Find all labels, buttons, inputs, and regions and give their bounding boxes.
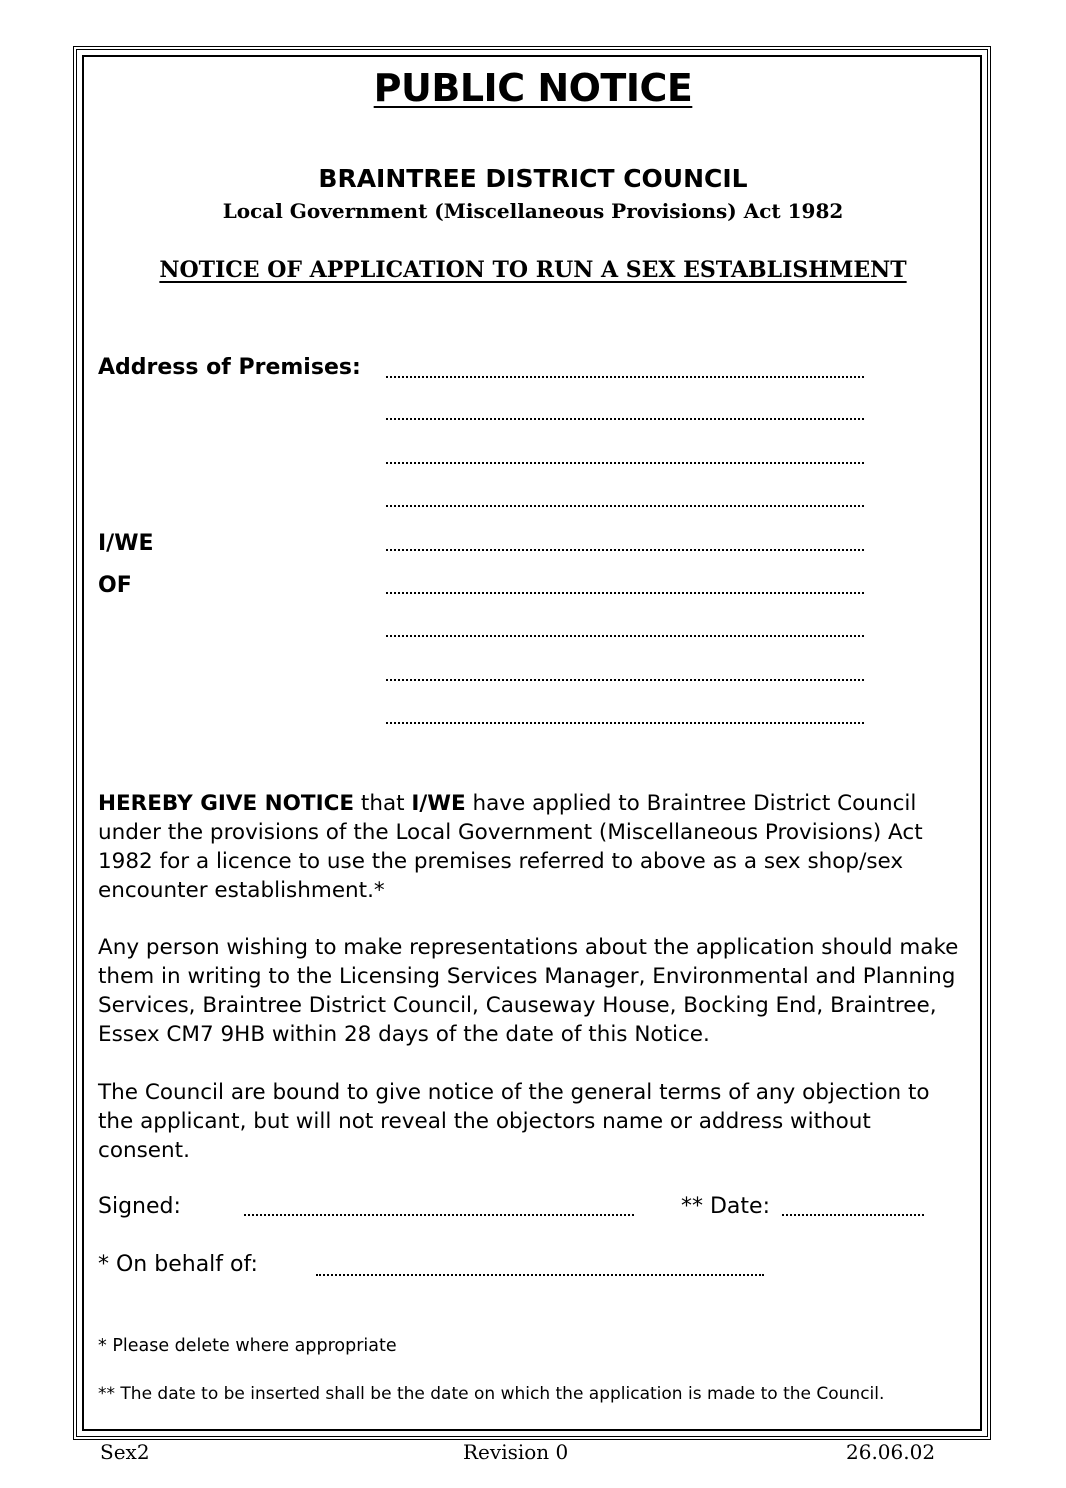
address-line-3[interactable]: [386, 458, 864, 464]
of-label: OF: [98, 573, 132, 598]
page-title: PUBLIC NOTICE: [373, 66, 693, 110]
address-line-2[interactable]: [386, 414, 864, 420]
address-line-4[interactable]: [386, 501, 864, 507]
iwe-line[interactable]: [386, 545, 864, 551]
signed-line[interactable]: [244, 1210, 634, 1216]
of-line-2[interactable]: [386, 631, 864, 637]
note-date: ** The date to be inserted shall be the date on which the application is made to the Council.: [98, 1384, 885, 1404]
notice-paragraph-3: The Council are bound to give notice of the general terms of any objection to the applicant, but will not reveal the objectors name or address without consent.: [98, 1080, 930, 1163]
p1-text-2: have applied to Braintree District Council under the provisions of the Local Government (Miscellaneous Provisions) Act 1982 for a licence to use the premises referred to above as a sex shop/sex encounter establishment.*: [98, 791, 923, 903]
notice-paragraph-1: [98, 789, 968, 905]
footer-date: 26.06.02: [846, 1440, 936, 1464]
of-line-4[interactable]: [386, 718, 864, 724]
council-name: BRAINTREE DISTRICT COUNCIL: [318, 164, 748, 193]
behalf-line[interactable]: [316, 1270, 764, 1276]
behalf-label: * On behalf of:: [98, 1252, 258, 1277]
hereby-bold: HEREBY GIVE NOTICE: [98, 791, 355, 816]
address-line-1[interactable]: [386, 372, 864, 378]
date-line[interactable]: [782, 1210, 924, 1216]
notice-paragraph-2: Any person wishing to make representations about the application should make them in writing to the Licensing Services Manager, Environmental and Planning Services, Braintree District Council, Causeway House, Bocking End, Braintree, Essex CM7 9HB within 28 days of the date of this Notice.: [98, 935, 959, 1047]
notice-heading: NOTICE OF APPLICATION TO RUN A SEX ESTABLISHMENT: [159, 257, 907, 283]
footer-revision: Revision 0: [463, 1440, 569, 1464]
date-label: ** Date:: [681, 1194, 770, 1219]
signed-label: Signed:: [98, 1194, 181, 1219]
of-line-1[interactable]: [386, 588, 864, 594]
address-label: Address of Premises:: [98, 355, 361, 380]
footer-code: Sex2: [100, 1440, 150, 1464]
act-title: Local Government (Miscellaneous Provisions) Act 1982: [222, 199, 844, 223]
note-delete: * Please delete where appropriate: [98, 1336, 397, 1356]
iwe-bold: I/WE: [411, 791, 466, 816]
p1-text-1: that: [354, 791, 412, 816]
iwe-label: I/WE: [98, 531, 154, 556]
of-line-3[interactable]: [386, 675, 864, 681]
